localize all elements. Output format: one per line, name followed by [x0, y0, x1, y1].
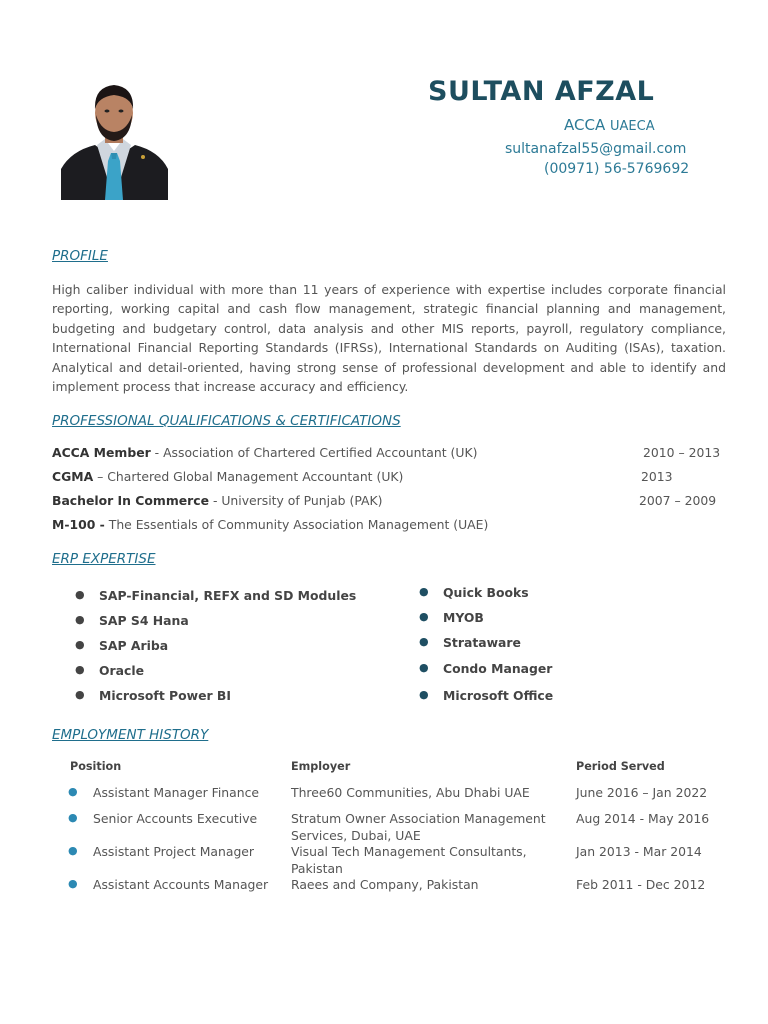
bullet-icon: ● — [419, 610, 429, 623]
column-header-employer: Employer — [291, 760, 351, 773]
qualifications-heading: PROFESSIONAL QUALIFICATIONS & CERTIFICATIONS — [52, 413, 401, 429]
employer-cell: Visual Tech Management Consultants, Pakistan — [291, 844, 527, 876]
bullet-icon: ● — [75, 688, 85, 701]
phone-number[interactable]: (00971) 56-5769692 — [544, 161, 690, 177]
erp-item — [75, 613, 189, 628]
erp-item — [419, 585, 529, 600]
employer-cell: Raees and Company, Pakistan — [291, 877, 479, 892]
erp-item-label: Microsoft Power BI — [99, 688, 231, 703]
erp-item — [75, 663, 145, 678]
candidate-name: SULTAN AFZAL — [428, 76, 655, 107]
bullet-icon: ● — [68, 877, 78, 890]
designation — [564, 116, 655, 134]
period-cell: Feb 2011 - Dec 2012 — [576, 877, 706, 892]
bullet-icon: ● — [68, 811, 78, 824]
erp-item-label: SAP-Financial, REFX and SD Modules — [99, 588, 357, 603]
qualification-year: 2010 – 2013 — [643, 445, 721, 460]
erp-item-label: Microsoft Office — [443, 688, 554, 703]
qualification-year: 2013 — [641, 469, 673, 484]
erp-item — [419, 635, 521, 650]
bullet-icon: ● — [419, 661, 429, 674]
qualification-row — [52, 445, 732, 463]
bullet-icon: ● — [75, 588, 85, 601]
profile-text: High caliber individual with more than 11 years of experience with expertise includes corporate financial reporting, working capital and cash flow management, strategic financial planning and management, budgeting and budgetary control, data analysis and other MIS reports, payroll, regulatory compliance, International Financial Reporting Standards (IFRSs), International Standards on Auditing (ISAs), taxation. Analytical and detail-oriented, having strong sense of professional development and able to identify and implement process that increase accuracy and efficiency. — [52, 282, 726, 395]
position-cell: Assistant Manager Finance — [93, 785, 260, 800]
erp-item — [75, 688, 231, 703]
period-cell: Jan 2013 - Mar 2014 — [576, 844, 702, 859]
qualification-year: 2007 – 2009 — [639, 493, 717, 508]
designation-main: ACCA — [564, 116, 606, 134]
bullet-icon: ● — [419, 688, 429, 701]
bullet-icon: ● — [75, 613, 85, 626]
qualification-title: M-100 - — [52, 517, 105, 532]
qualification-row — [52, 469, 732, 487]
employer-cell: Stratum Owner Association Management Services, Dubai, UAE — [291, 811, 546, 843]
qualification-title: ACCA Member — [52, 445, 151, 460]
erp-item-label: SAP S4 Hana — [99, 613, 189, 628]
qualification-separator: – — [93, 469, 108, 484]
erp-item-label: Quick Books — [443, 585, 529, 600]
employment-heading: EMPLOYMENT HISTORY — [52, 727, 209, 743]
position-cell: Assistant Accounts Manager — [93, 877, 269, 892]
period-cell: June 2016 – Jan 2022 — [576, 785, 708, 800]
qualification-title: Bachelor In Commerce — [52, 493, 209, 508]
erp-item — [419, 661, 553, 676]
erp-item-label: Oracle — [99, 663, 145, 678]
qualification-desc: The Essentials of Community Association Management (UAE) — [108, 517, 489, 532]
portrait-image — [61, 77, 168, 200]
bullet-icon: ● — [419, 635, 429, 648]
bullet-icon: ● — [68, 785, 78, 798]
qualification-separator: - — [150, 445, 164, 460]
erp-item — [75, 638, 169, 653]
qualification-title: CGMA — [52, 469, 94, 484]
erp-heading: ERP EXPERTISE — [52, 551, 156, 567]
bullet-icon: ● — [75, 663, 85, 676]
erp-item-label: MYOB — [443, 610, 484, 625]
qualification-row — [52, 517, 732, 535]
bullet-icon: ● — [419, 585, 429, 598]
qualification-desc: Chartered Global Management Accountant (UK) — [107, 469, 404, 484]
qualification-row — [52, 493, 732, 511]
profile-photo — [61, 77, 168, 200]
bullet-icon: ● — [75, 638, 85, 651]
erp-item — [75, 588, 357, 603]
position-cell: Assistant Project Manager — [93, 844, 255, 859]
erp-item — [419, 610, 484, 625]
profile-heading: PROFILE — [52, 248, 108, 264]
email-address[interactable]: sultanafzal55@gmail.com — [505, 141, 687, 157]
qualification-desc: University of Punjab (PAK) — [221, 493, 383, 508]
erp-item-label: Strataware — [443, 635, 521, 650]
period-cell: Aug 2014 - May 2016 — [576, 811, 710, 826]
employer-cell: Three60 Communities, Abu Dhabi UAE — [291, 785, 530, 800]
designation-sub: UAECA — [610, 119, 655, 134]
qualification-desc: Association of Chartered Certified Accountant (UK) — [163, 445, 478, 460]
erp-item — [419, 688, 554, 703]
position-cell: Senior Accounts Executive — [93, 811, 258, 826]
column-header-position: Position — [70, 760, 122, 773]
qualification-separator: - — [209, 493, 222, 508]
column-header-period: Period Served — [576, 760, 665, 773]
bullet-icon: ● — [68, 844, 78, 857]
erp-item-label: SAP Ariba — [99, 638, 169, 653]
erp-item-label: Condo Manager — [443, 661, 553, 676]
